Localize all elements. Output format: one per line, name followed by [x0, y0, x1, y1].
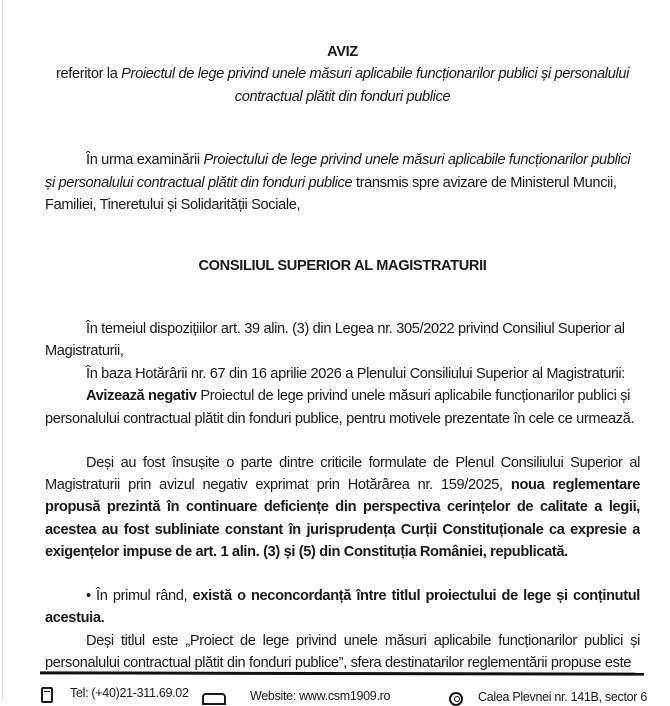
critique-line-2: [45, 476, 640, 494]
basis-line-1: În temeiul dispozițiilor art. 39 alin. (3) din Legea nr. 305/2022 privind Consiliul Superior al: [86, 321, 625, 337]
critique-line-3: propusă prezintă în continuare deficiențe din perspectiva cerințelor de calitate a legii,: [45, 499, 640, 515]
critique-line-5: exigențelor impuse de art. 1 alin. (3) și (5) din Constituția României, republicată.: [45, 544, 568, 560]
intro-italic: Proiectului de lege privind unele măsuri aplicabile funcționarilor publici: [203, 152, 631, 168]
intro-line-1: [45, 151, 630, 169]
first-point-bold: există o neconcordanță între titlul proiectului de lege și conținutul: [192, 588, 640, 604]
document-subtitle-line2: contractual plătit din fonduri publice: [234, 89, 451, 105]
first-point-plain: În primul rând,: [90, 588, 193, 604]
basis-line-2: Magistraturii,: [45, 343, 124, 359]
footer-phone: Tel: (+40)21-311.69.02: [70, 686, 189, 700]
document-subtitle-line1: [45, 65, 640, 83]
footer-website[interactable]: Website: www.csm1909.ro: [250, 689, 391, 703]
phone-icon: [41, 687, 53, 703]
title-discussion-line-2: personalului contractual plătit din fonduri publice”, sfera destinatarilor reglementării propuse este: [45, 655, 632, 671]
document-title: AVIZ: [327, 44, 358, 60]
footer-divider: [40, 671, 644, 675]
subtitle-italic: Proiectul de lege privind unele măsuri aplicabile funcționarilor publici și personalului: [121, 66, 630, 82]
first-point-line-2: acestuia.: [45, 610, 105, 626]
bullet-icon: •: [86, 588, 91, 604]
intro-italic-2: și personalului contractual plătit din fonduri publice: [45, 175, 353, 191]
intro-line-3: Familiei, Tineretului și Solidarității Sociale,: [45, 197, 301, 213]
footer-address: Calea Plevnei nr. 141B, sector 6: [478, 690, 647, 704]
monitor-icon: [202, 693, 226, 705]
critique-line-2-plain: Magistraturii prin avizul negativ exprimat prin Hotărârea nr. 159/2025,: [45, 477, 511, 493]
title-discussion-line-1: Deși titlul este „Proiect de lege privind unele măsuri aplicabile funcționarilor publici și: [86, 633, 640, 649]
subtitle-prefix: referitor la: [55, 66, 122, 82]
critique-line-2-bold: noua reglementare: [510, 477, 640, 493]
first-point-line-1: [45, 587, 640, 605]
location-icon: [449, 692, 463, 706]
basis-line-5: personalului contractual plătit din fonduri publice, pentru motivele prezentate în cele ce urmează.: [45, 411, 635, 427]
basis-line-4: [45, 387, 630, 405]
intro-prefix: În urma examinării: [86, 152, 204, 168]
basis-line-4-rest: Proiectul de lege privind unele măsuri aplicabile funcționarilor publici și: [196, 388, 631, 404]
basis-line-3: În baza Hotărârii nr. 67 din 16 aprilie 2026 a Plenului Consiliului Superior al Magistraturii:: [86, 366, 626, 382]
critique-line-1: Deși au fost însușite o parte dintre criticile formulate de Plenul Consiliului Superior al: [86, 455, 640, 471]
authority-heading: CONSILIUL SUPERIOR AL MAGISTRATURII: [198, 258, 487, 274]
page-edge: [2, 0, 3, 700]
negative-opinion-label: Avizează negativ: [86, 388, 197, 404]
intro-suffix: transmis spre avizare de Ministerul Muncii,: [352, 175, 617, 191]
critique-line-4: acestea au fost subliniate constant în jurisprudența Curții Constituționale ca expresie a: [45, 522, 640, 538]
intro-line-2: [45, 174, 617, 192]
